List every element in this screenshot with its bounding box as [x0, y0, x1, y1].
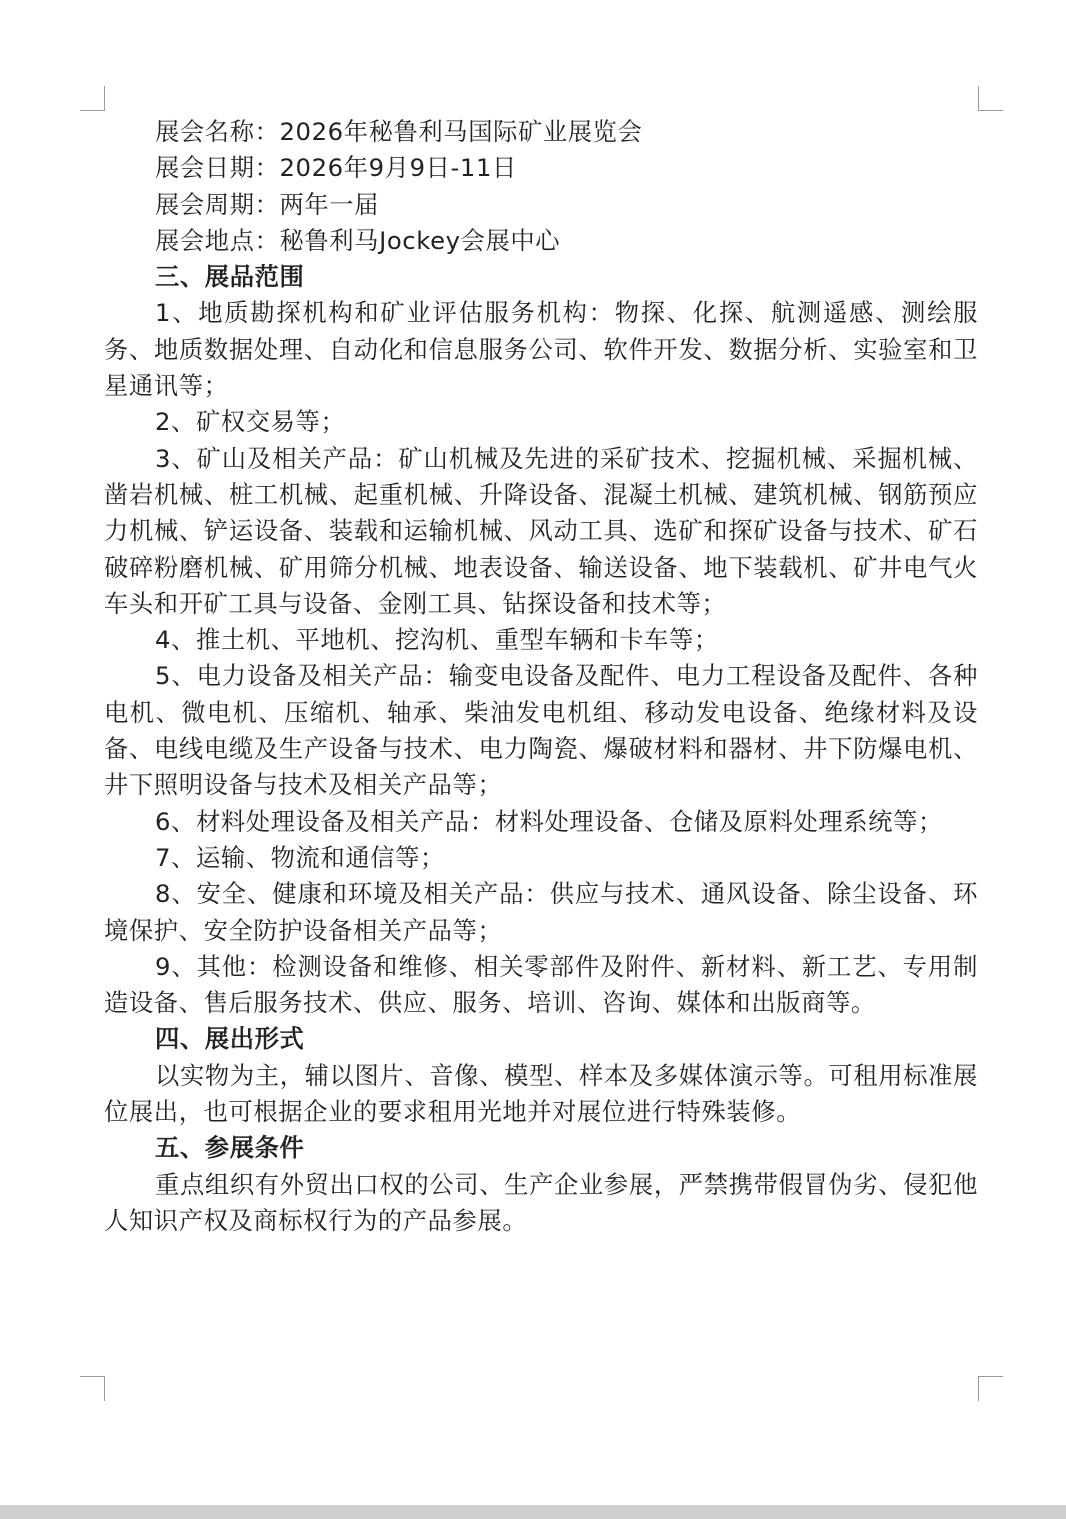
crop-mark-top-right: [978, 86, 1003, 111]
exhibit-item: 4、推土机、平地机、挖沟机、重型车辆和卡车等；: [155, 625, 719, 655]
exhibit-item: 1、地质勘探机构和矿业评估服务机构：物探、化探、航测遥感、测绘服务、地质数据处理、自动化和信息服务公司、软件开发、数据分析、实验室和卫星通讯等；: [104, 298, 978, 401]
exhibition-cycle: 展会周期：两年一届: [155, 189, 380, 219]
participation-conditions-text: 重点组织有外贸出口权的公司、生产企业参展，严禁携带假冒伪劣、侵犯他人知识产权及商标权行为的产品参展。: [104, 1169, 978, 1235]
crop-mark-bottom-left: [80, 1376, 105, 1401]
section-heading-participation-conditions: 五、参展条件: [155, 1133, 305, 1163]
crop-mark-top-left: [80, 86, 105, 111]
exhibit-item: 7、运输、物流和通信等；: [155, 842, 445, 872]
exhibit-item: 3、矿山及相关产品：矿山机械及先进的采矿技术、挖掘机械、采掘机械、凿岩机械、桩工机械、起重机械、升降设备、混凝土机械、建筑机械、钢筋预应力机械、铲运设备、装载和运输机械、风动工具、选矿和探矿设备与技术、矿石破碎粉磨机械、矿用筛分机械、地表设备、输送设备、地下装载机、矿井电气火车头和开矿工具与设备、金刚工具、钻探设备和技术等；: [104, 443, 978, 618]
document-body: [104, 114, 978, 1239]
exhibition-format-text: 以实物为主，辅以图片、音像、模型、样本及多媒体演示等。可租用标准展位展出，也可根据企业的要求租用光地并对展位进行特殊装修。: [104, 1060, 978, 1127]
crop-mark-bottom-right: [978, 1376, 1003, 1401]
exhibit-item: 8、安全、健康和环境及相关产品：供应与技术、通风设备、除尘设备、环境保护、安全防护设备相关产品等；: [104, 879, 978, 945]
section-heading-exhibit-scope: 三、展品范围: [155, 262, 305, 292]
page-gap-strip: [0, 1505, 1066, 1519]
exhibition-date: 展会日期：2026年9月9日-11日: [155, 153, 517, 183]
exhibit-item: 6、材料处理设备及相关产品：材料处理设备、仓储及原料处理系统等；: [155, 806, 943, 836]
exhibition-venue: 展会地点：秘鲁利马Jockey会展中心: [155, 225, 561, 255]
exhibit-item: 9、其他：检测设备和维修、相关零部件及附件、新材料、新工艺、专用制造设备、售后服务技术、供应、服务、培训、咨询、媒体和出版商等。: [104, 951, 978, 1018]
section-heading-exhibition-format: 四、展出形式: [155, 1024, 305, 1054]
exhibit-item: 5、电力设备及相关产品：输变电设备及配件、电力工程设备及配件、各种电机、微电机、压缩机、轴承、柴油发电机组、移动发电设备、绝缘材料及设备、电线电缆及生产设备与技术、电力陶瓷、爆破材料和器材、井下防爆电机、井下照明设备与技术及相关产品等；: [104, 661, 978, 800]
exhibit-item: 2、矿权交易等；: [155, 407, 346, 437]
exhibition-name: 展会名称：2026年秘鲁利马国际矿业展览会: [155, 117, 643, 146]
